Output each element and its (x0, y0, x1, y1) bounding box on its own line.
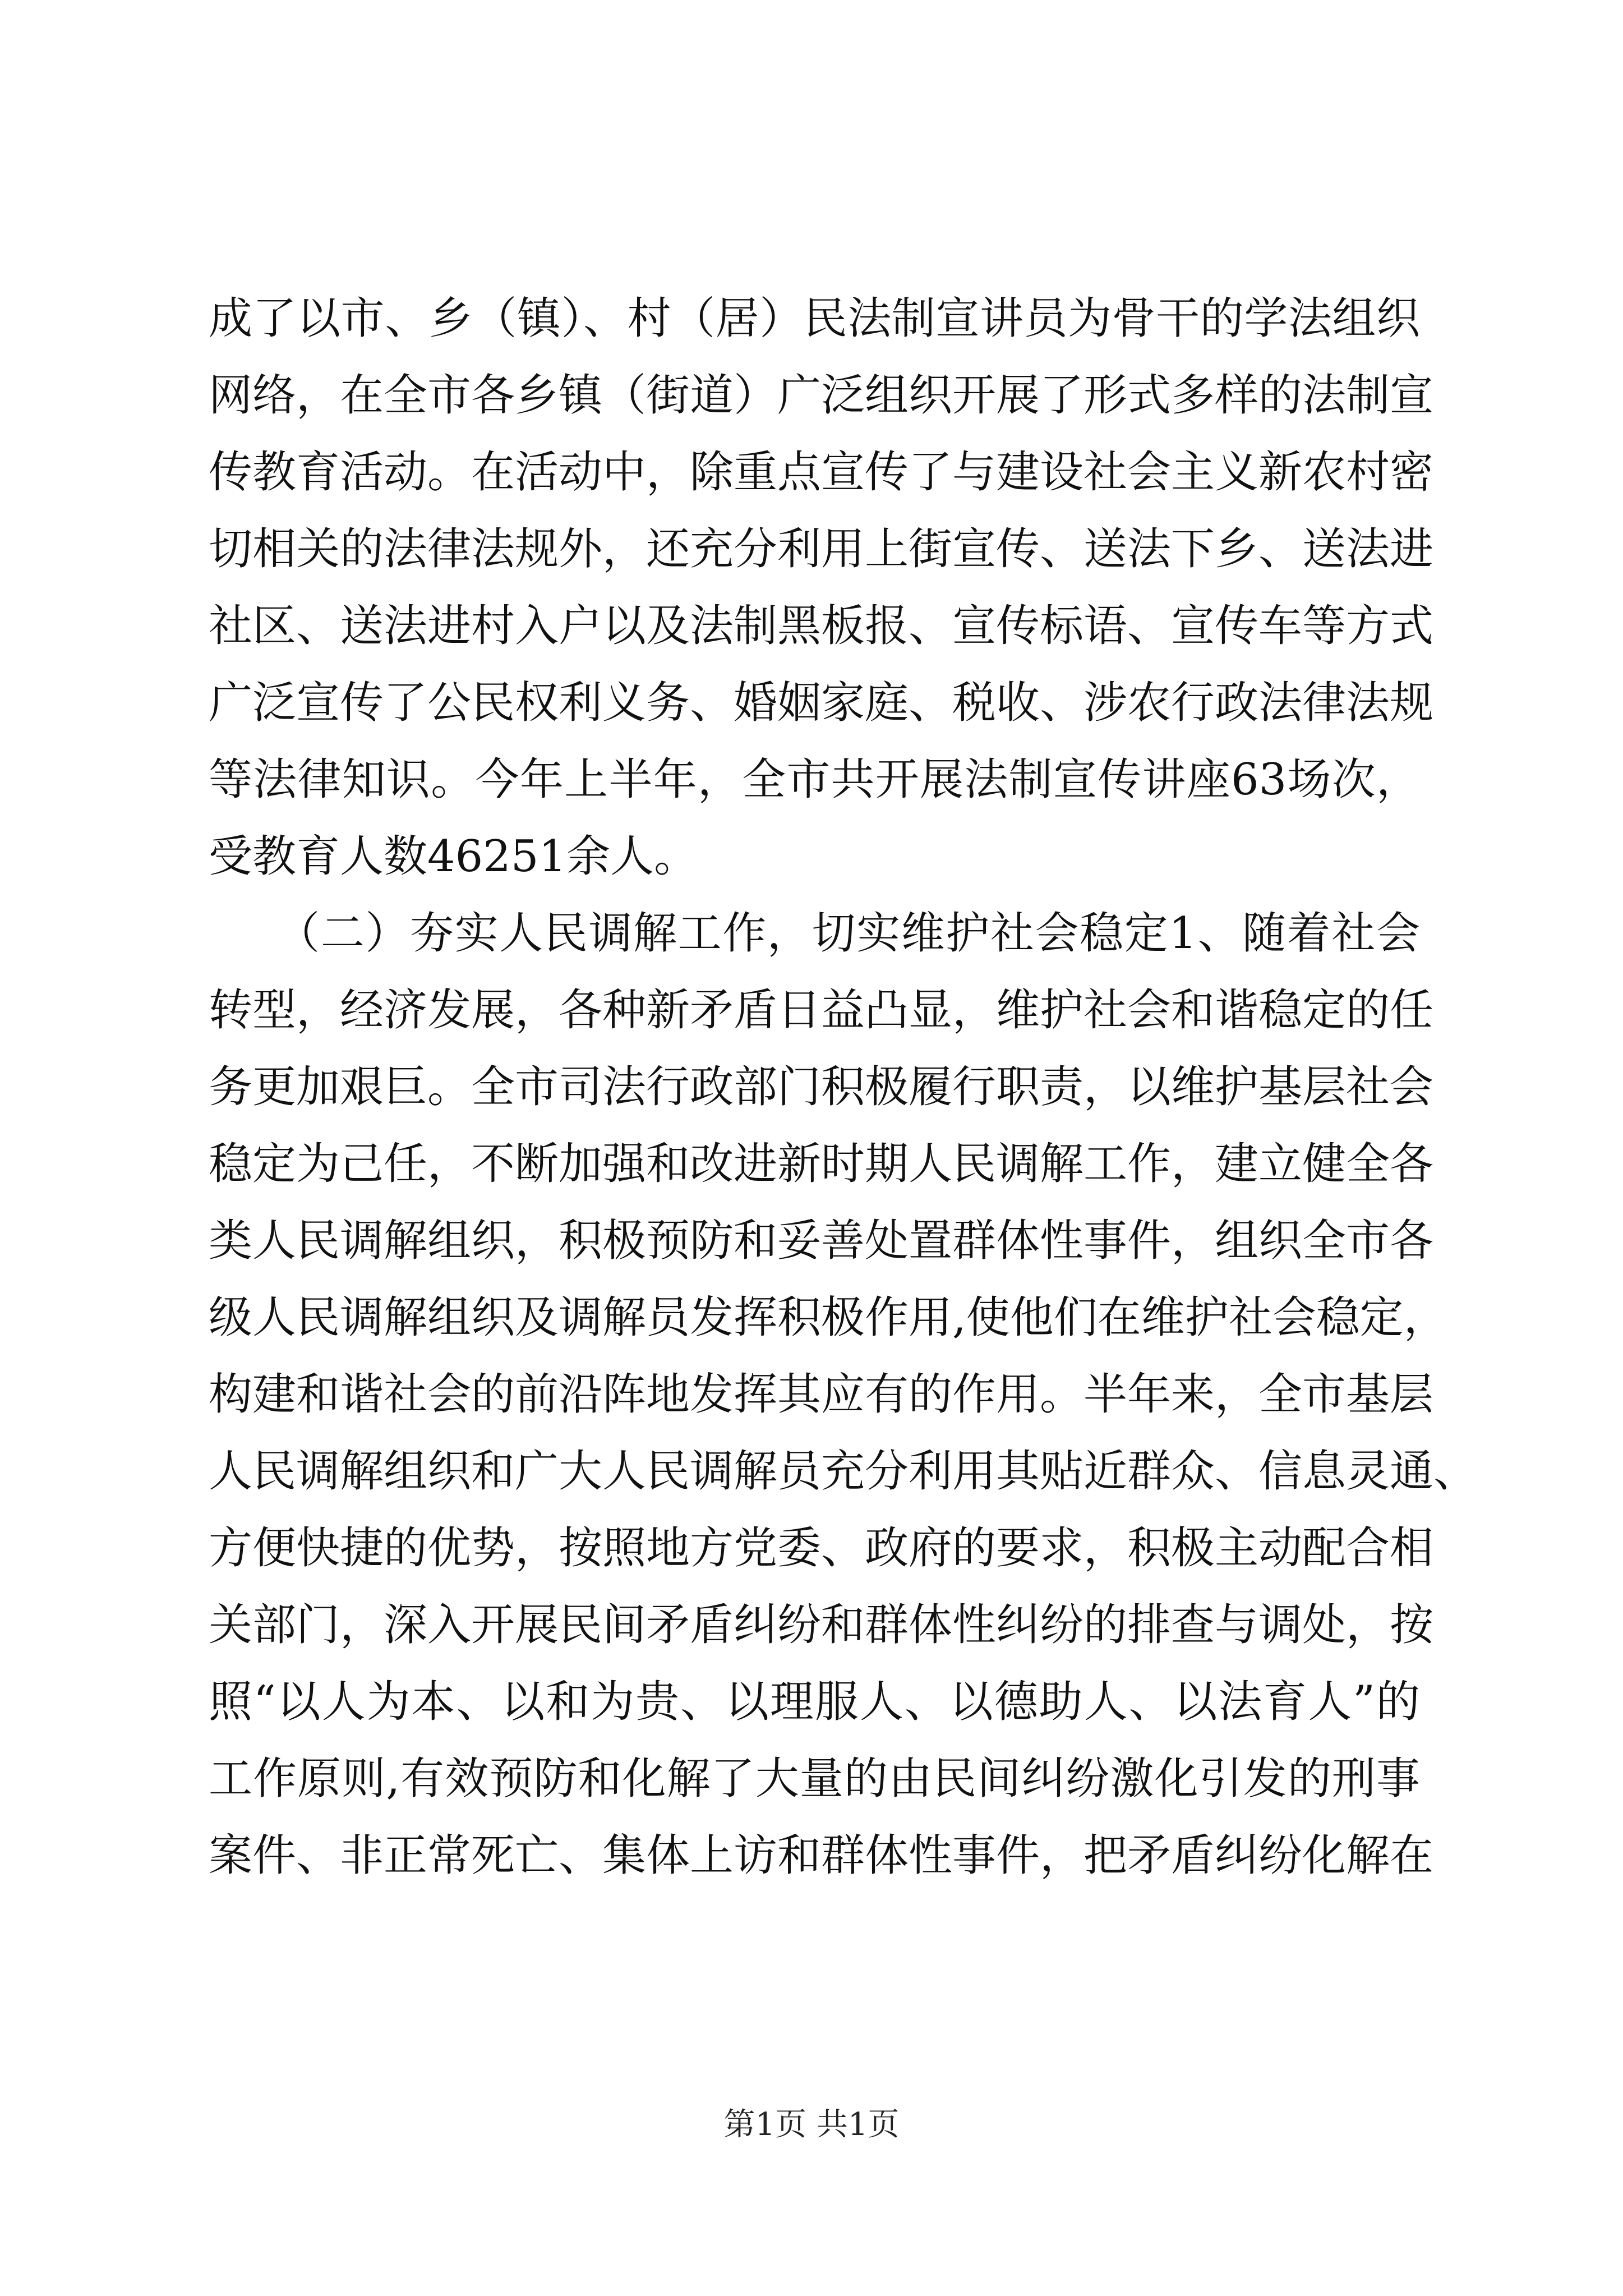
text-line: 等法律知识。今年上半年，全市共开展法制宣传讲座63场次， (209, 754, 1420, 805)
text-line: 网络，在全市各乡镇（街道）广泛组织开展了形式多样的法制宣 (209, 370, 1434, 421)
text-line: 社区、送法进村入户以及法制黑板报、宣传标语、宣传车等方式 (209, 601, 1434, 651)
text-line: 类人民调解组织，积极预防和妥善处置群体性事件，组织全市各 (209, 1216, 1434, 1266)
page-footer: 第1页 共1页 (723, 2106, 900, 2143)
text-line: 广泛宣传了公民权利义务、婚姻家庭、税收、涉农行政法律法规 (209, 678, 1434, 728)
text-line: 务更加艰巨。全市司法行政部门积极履行职责，以维护基层社会 (209, 1062, 1434, 1112)
text-line: 转型，经济发展，各种新矛盾日益凸显，维护社会和谐稳定的任 (209, 985, 1434, 1036)
text-line: 关部门，深入开展民间矛盾纠纷和群体性纠纷的排查与调处，按 (209, 1600, 1434, 1650)
text-line: 人民调解组织和广大人民调解员充分利用其贴近群众、信息灵通、 (209, 1446, 1478, 1497)
text-line: 级人民调解组织及调解员发挥积极作用,使他们在维护社会稳定， (209, 1292, 1447, 1343)
text-line: 受教育人数46251余人。 (209, 831, 698, 882)
text-line: 方便快捷的优势，按照地方党委、政府的要求，积极主动配合相 (209, 1523, 1434, 1573)
text-line: 工作原则,有效预防和化解了大量的由民间纠纷激化引发的刑事 (209, 1754, 1420, 1804)
text-line: （二）夯实人民调解工作，切实维护社会稳定1、随着社会 (209, 908, 1420, 959)
text-line: 稳定为己任，不断加强和改进新时期人民调解工作，建立健全各 (209, 1139, 1434, 1189)
text-line: 成了以市、乡（镇）、村（居）民法制宣讲员为骨干的学法组织 (209, 293, 1420, 344)
text-line: 案件、非正常死亡、集体上访和群体性事件，把矛盾纠纷化解在 (209, 1830, 1434, 1881)
text-line: 传教育活动。在活动中，除重点宣传了与建设社会主义新农村密 (209, 447, 1434, 498)
text-line: 构建和谐社会的前沿阵地发挥其应有的作用。半年来，全市基层 (209, 1369, 1434, 1420)
text-line: 照“以人为本、以和为贵、以理服人、以德助人、以法育人”的 (209, 1677, 1420, 1727)
text-line: 切相关的法律法规外，还充分利用上街宣传、送法下乡、送法进 (209, 524, 1434, 574)
